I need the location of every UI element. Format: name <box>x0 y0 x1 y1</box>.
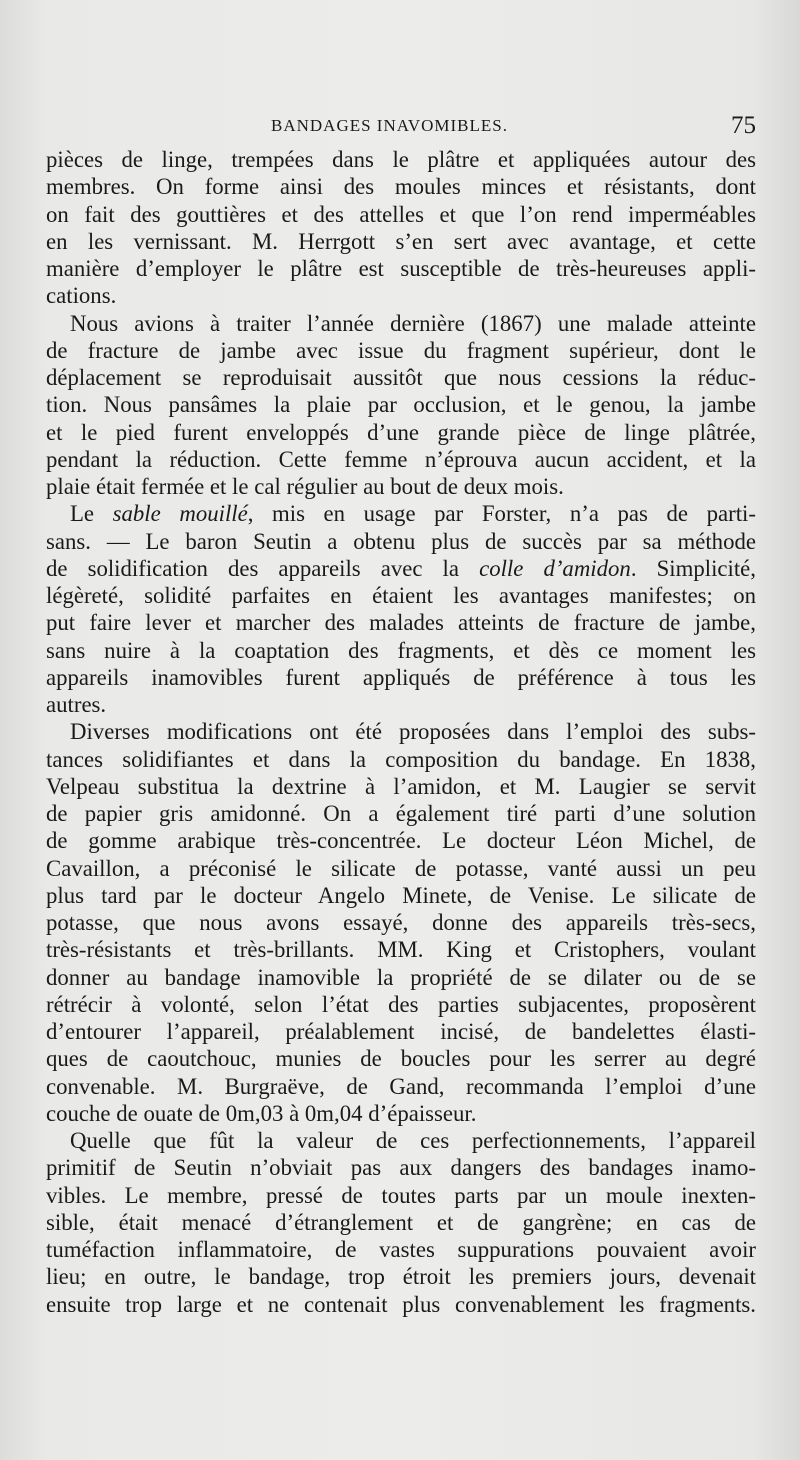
page-number: 75 <box>731 112 756 139</box>
text-line: autres. <box>46 692 107 717</box>
text-line: on fait des gouttières et des attelles et que l’on rend imperméables <box>46 201 756 227</box>
text-line: pendant la réduction. Cette femme n’éprouva aucun accident, et la <box>46 446 756 472</box>
text-line: vibles. Le membre, pressé de toutes parts par un moule inexten- <box>46 1182 756 1208</box>
text-line: sible, était menacé d’étranglement et de gangrène; en cas de <box>46 1209 756 1235</box>
text-line: Cavaillon, a préconisé le silicate de potasse, vanté aussi un peu <box>46 855 756 881</box>
italic-term: sable mouillé <box>112 501 248 527</box>
text-line: sans nuire à la coaptation des fragments, et dès ce moment les <box>46 637 756 663</box>
text-line: pièces de linge, trempées dans le plâtre et appliquées autour des <box>46 147 756 172</box>
text-line: Nous avions à traiter l’année dernière (1867) une malade atteinte <box>70 310 756 336</box>
text-span: de solidification des appareils avec la <box>46 555 480 581</box>
body-text <box>46 146 756 1318</box>
text-line: cations. <box>46 283 117 309</box>
text-line: tuméfaction inflammatoire, de vastes suppurations pouvaient avoir <box>46 1237 756 1262</box>
paragraph <box>46 310 756 501</box>
text-line: d’entourer l’appareil, préalablement incisé, de bandelettes élasti- <box>46 1019 756 1044</box>
paragraph <box>46 500 756 718</box>
text-line: lieu; en outre, le bandage, trop étroit les premiers jours, devenait <box>46 1264 756 1290</box>
text-line: tion. Nous pansâmes la plaie par occlusion, et le genou, la jambe <box>46 392 756 418</box>
text-line <box>46 555 756 582</box>
running-title: BANDAGES INAVOMIBLES. <box>271 116 508 135</box>
text-line: tances solidifiantes et dans la composition du bandage. En 1838, <box>46 746 756 772</box>
text-line: put faire lever et marcher des malades atteints de fracture de jambe, <box>46 610 756 636</box>
text-line: en les vernissant. M. Herrgott s’en sert avec avantage, et cette <box>46 228 756 254</box>
text-line: couche de ouate de 0m,03 à 0m,04 d’épaisseur. <box>46 1100 477 1126</box>
text-line: Quelle que fût la valeur de ces perfectionnements, l’appareil <box>70 1128 756 1153</box>
text-line: de papier gris amidonné. On a également tiré parti d’une solution <box>46 801 756 826</box>
text-line: de fracture de jambe avec issue du fragment supérieur, dont le <box>46 337 756 363</box>
text-line: Velpeau substitua la dextrine à l’amidon, et M. Laugier se servit <box>46 773 756 799</box>
text-line: plaie était fermée et le cal régulier au bout de deux mois. <box>46 474 564 499</box>
paragraph <box>46 718 756 1127</box>
text-line: ques de caoutchouc, munies de boucles pour les serrer au degré <box>46 1046 756 1072</box>
text-line: primitif de Seutin n’obviait pas aux dangers des bandages inamo- <box>46 1155 756 1181</box>
paragraph <box>46 146 756 310</box>
text-line: et le pied furent enveloppés d’une grande pièce de linge plâtrée, <box>46 419 756 445</box>
page-header <box>46 114 756 144</box>
text-line: donner au bandage inamovible la propriété de se dilater ou de se <box>46 964 756 990</box>
italic-term: colle d’amidon <box>479 555 631 581</box>
text-line: ensuite trop large et ne contenait plus convenablement les fragments. <box>46 1291 756 1317</box>
text-line: Diverses modifications ont été proposées dans l’emploi des subs- <box>70 719 756 745</box>
text-line: plus tard par le docteur Angelo Minete, de Venise. Le silicate de <box>46 882 756 908</box>
text-span: Le <box>70 501 113 527</box>
paragraph <box>46 1127 756 1318</box>
text-line: légèreté, solidité parfaites en étaient les avantages manifestes; on <box>46 583 756 608</box>
text-line: potasse, que nous avons essayé, donne des appareils très-secs, <box>46 910 756 935</box>
text-line: très-résistants et très-brillants. MM. King et Cristophers, voulant <box>46 937 756 963</box>
text-span: , mis en usage par Forster, n’a pas de parti- <box>247 501 756 527</box>
text-line: membres. On forme ainsi des moules minces et résistants, dont <box>46 174 756 200</box>
text-line <box>46 500 756 527</box>
text-line: de gomme arabique très-concentrée. Le docteur Léon Michel, de <box>46 828 756 854</box>
text-line: rétrécir à volonté, selon l’état des parties subjacentes, proposèrent <box>46 991 756 1017</box>
text-line: manière d’employer le plâtre est susceptible de très-heureuses appli- <box>46 256 756 281</box>
text-line: appareils inamovibles furent appliqués de préférence à tous les <box>46 664 756 690</box>
text-line: déplacement se reproduisait aussitôt que nous cessions la réduc- <box>46 365 756 390</box>
text-line: convenable. M. Burgraëve, de Gand, recommanda l’emploi d’une <box>46 1073 756 1099</box>
text-span: . Simplicité, <box>630 555 757 581</box>
text-line: sans. — Le baron Seutin a obtenu plus de succès par sa méthode <box>46 528 756 554</box>
